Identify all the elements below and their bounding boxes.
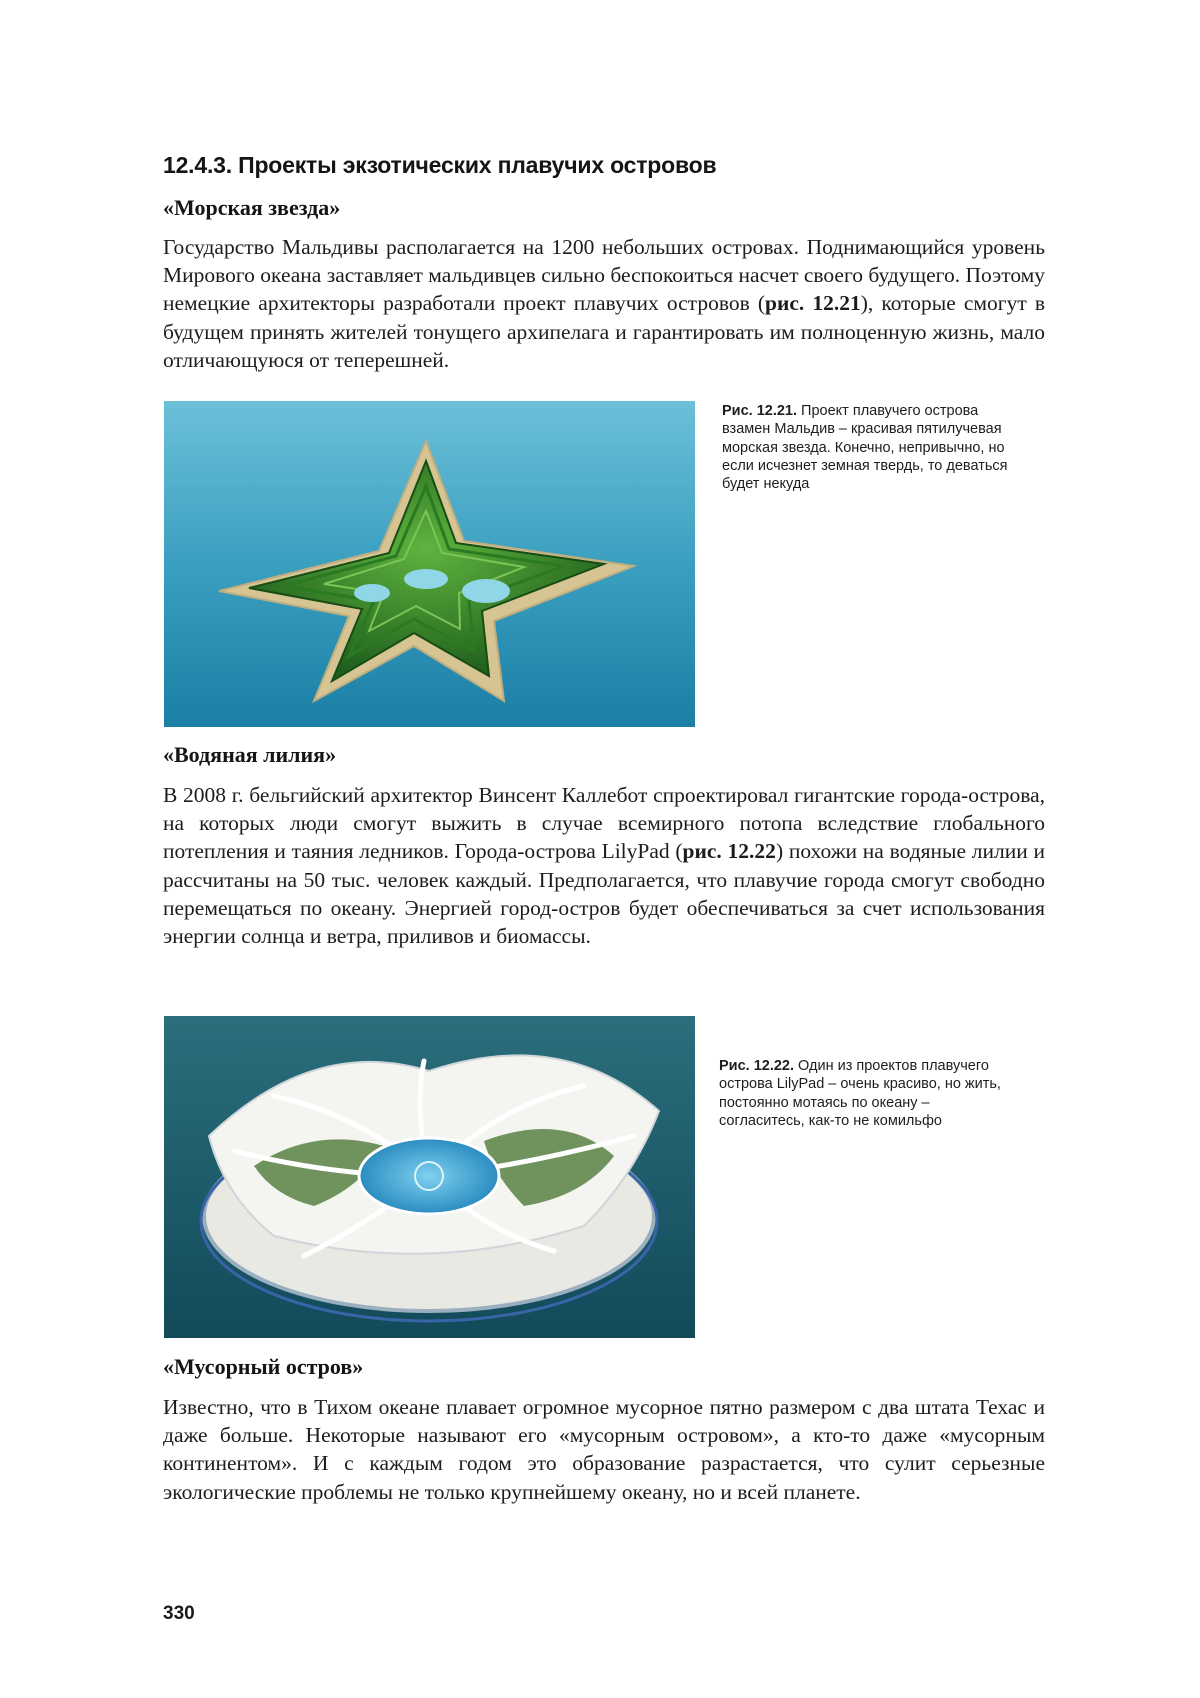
- starfish-text-start: Государство Мальдивы располагается на 1200 небольших островах. Поднимающийся уровень Мирового океана заставляет мальдивцев сильно беспокоиться насчет своего будущего. Поэтому немецкие архитекторы разработали проект плавучих островов (: [163, 235, 1046, 316]
- garbage-paragraph: Известно, что в Тихом океане плавает огромное мусорное пятно размером с два штата Техас и даже больше. Некоторые называют его «мусорным островом», а кто-то даже «мусорным континентом». И с каждым годом это образование разрастается, что сулит серьезные экологические проблемы не только крупнейшему океану, но и всей планете.: [163, 1395, 1045, 1504]
- lilypad-text-end: ) похожи на водяные лилии и рассчитаны на 50 тыс. человек каждый. Предполагается, что плавучие города смогут свободно перемещаться по океану. Энергией город-остров будет обеспечиваться за счет использования энергии солнца и ветра, приливов и биомассы.: [163, 839, 1046, 949]
- lilypad-illustration: [164, 1016, 695, 1338]
- figure-ref-12-22[interactable]: рис. 12.22: [682, 839, 776, 864]
- garbage-heading: «Мусорный остров»: [163, 1354, 364, 1379]
- starfish-text-end: ), которые смогут в будущем принять жителей тонущего архипелага и гарантировать им полноценную жизнь, мало отличающуюся от теперешней.: [163, 291, 1045, 372]
- central-lagoon: [404, 569, 448, 589]
- starfish-heading: «Морская звезда»: [163, 195, 341, 220]
- lilypad-text-start: В 2008 г. бельгийский архитектор Винсент Каллебот спроектировал гигантские города-острова, на которых люди смогут выжить в случае всемирного потопа вследствие глобального потепления и таяния ледников. Города-острова LilyPad (: [163, 783, 1045, 864]
- figure-12-21-starfish-island: [164, 401, 695, 727]
- figure-12-22-lilypad: [164, 1016, 695, 1338]
- central-lagoon-pool: [359, 1138, 499, 1214]
- figure-12-21-caption: [722, 402, 1022, 493]
- lilypad-paragraph: [163, 781, 1045, 950]
- figure-12-21-label: Рис. 12.21.: [722, 403, 798, 419]
- page-number: 330: [163, 1603, 195, 1624]
- figure-12-22-caption: [719, 1057, 1019, 1130]
- section-title: 12.4.3. Проекты экзотических плавучих островов: [163, 152, 717, 178]
- starfish-island-illustration: [164, 401, 695, 727]
- figure-12-21-caption-text: Проект плавучего острова взамен Мальдив – красивая пятилучевая морская звезда. Конечно, непривычно, но если исчезнет земная твердь, то деваться будет некуда: [722, 403, 1008, 493]
- side-lagoon: [462, 579, 510, 603]
- figure-ref-12-21[interactable]: рис. 12.21: [765, 291, 861, 316]
- side-lagoon-left: [354, 584, 390, 602]
- figure-12-22-caption-text: Один из проектов плавучего острова LilyPad – очень красиво, но жить, постоянно мотаясь по океану – согласитесь, как-то не комильфо: [719, 1058, 1001, 1129]
- starfish-paragraph: [163, 233, 1045, 374]
- lilypad-heading: «Водяная лилия»: [163, 742, 337, 767]
- figure-12-22-label: Рис. 12.22.: [719, 1058, 795, 1074]
